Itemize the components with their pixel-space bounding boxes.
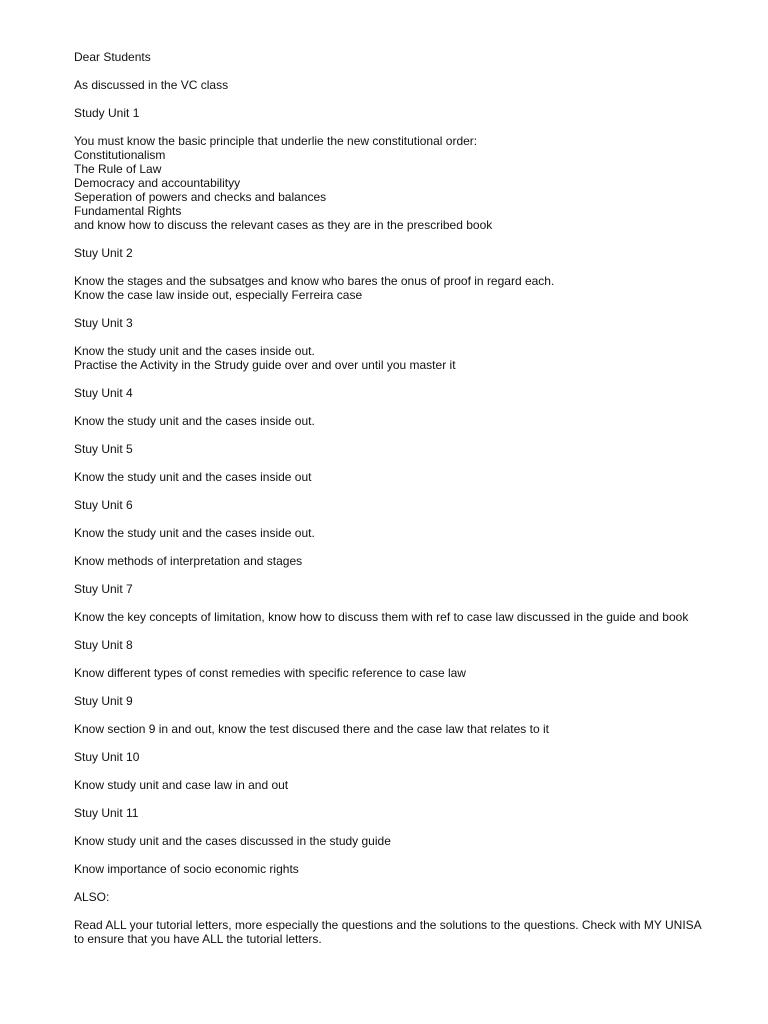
text-line: Stuy Unit 6 — [74, 498, 133, 512]
paragraph — [74, 442, 762, 456]
text-line: Stuy Unit 8 — [74, 638, 133, 652]
text-line: Study Unit 1 — [74, 106, 140, 120]
text-line: Know the study unit and the cases inside out. — [74, 414, 315, 428]
paragraph — [74, 414, 762, 428]
paragraph — [74, 638, 762, 652]
paragraph — [74, 694, 762, 708]
text-line: Stuy Unit 5 — [74, 442, 133, 456]
paragraph — [74, 106, 762, 120]
paragraph — [74, 610, 762, 624]
paragraph — [74, 834, 762, 848]
paragraph — [74, 470, 762, 484]
text-line: Know the case law inside out, especially Ferreira case — [74, 288, 363, 302]
text-line: and know how to discuss the relevant cases as they are in the prescribed book — [74, 218, 493, 232]
text-line: As discussed in the VC class — [74, 78, 229, 92]
text-line: Know the study unit and the cases inside out. — [74, 344, 315, 358]
paragraph — [74, 498, 762, 512]
text-line: to ensure that you have ALL the tutorial letters. — [74, 932, 322, 946]
paragraph — [74, 386, 762, 400]
text-line: You must know the basic principle that underlie the new constitutional order: — [74, 134, 478, 148]
text-line: Know the stages and the subsatges and know who bares the onus of proof in regard each. — [74, 274, 555, 288]
paragraph — [74, 50, 762, 64]
paragraph — [74, 316, 762, 330]
text-line: Stuy Unit 2 — [74, 246, 133, 260]
paragraph — [74, 582, 762, 596]
text-line: Know the study unit and the cases inside out — [74, 470, 312, 484]
document-page — [74, 50, 762, 960]
paragraph — [74, 778, 762, 792]
paragraph — [74, 806, 762, 820]
text-line: Dear Students — [74, 50, 151, 64]
text-line: Know different types of const remedies with specific reference to case law — [74, 666, 466, 680]
paragraph — [74, 862, 762, 876]
text-line: Know the key concepts of limitation, know how to discuss them with ref to case law discussed in the guide and book — [74, 610, 689, 624]
paragraph — [74, 918, 762, 946]
text-line: Stuy Unit 3 — [74, 316, 133, 330]
paragraph — [74, 246, 762, 260]
paragraph — [74, 722, 762, 736]
text-line: Stuy Unit 10 — [74, 750, 140, 764]
text-line: Seperation of powers and checks and balances — [74, 190, 327, 204]
text-line: Know the study unit and the cases inside out. — [74, 526, 315, 540]
text-line: Stuy Unit 4 — [74, 386, 133, 400]
text-line: Stuy Unit 9 — [74, 694, 133, 708]
paragraph — [74, 274, 762, 302]
paragraph — [74, 344, 762, 372]
paragraph — [74, 750, 762, 764]
text-line: Know importance of socio economic rights — [74, 862, 299, 876]
paragraph — [74, 666, 762, 680]
text-line: Know methods of interpretation and stages — [74, 554, 303, 568]
text-line: Stuy Unit 11 — [74, 806, 139, 820]
text-line: The Rule of Law — [74, 162, 162, 176]
paragraph — [74, 890, 762, 904]
text-line: Know section 9 in and out, know the test discused there and the case law that relates to it — [74, 722, 549, 736]
text-line: Fundamental Rights — [74, 204, 182, 218]
text-line: Constitutionalism — [74, 148, 166, 162]
paragraph — [74, 554, 762, 568]
text-line: Know study unit and case law in and out — [74, 778, 289, 792]
paragraph — [74, 78, 762, 92]
text-line: Democracy and accountabilityy — [74, 176, 241, 190]
paragraph — [74, 134, 762, 232]
text-line: Practise the Activity in the Strudy guide over and over until you master it — [74, 358, 456, 372]
text-line: Know study unit and the cases discussed in the study guide — [74, 834, 391, 848]
text-line: Stuy Unit 7 — [74, 582, 133, 596]
text-line: ALSO: — [74, 890, 110, 904]
paragraph — [74, 526, 762, 540]
text-line: Read ALL your tutorial letters, more especially the questions and the solutions to the questions. Check with MY UNISA — [74, 918, 702, 932]
